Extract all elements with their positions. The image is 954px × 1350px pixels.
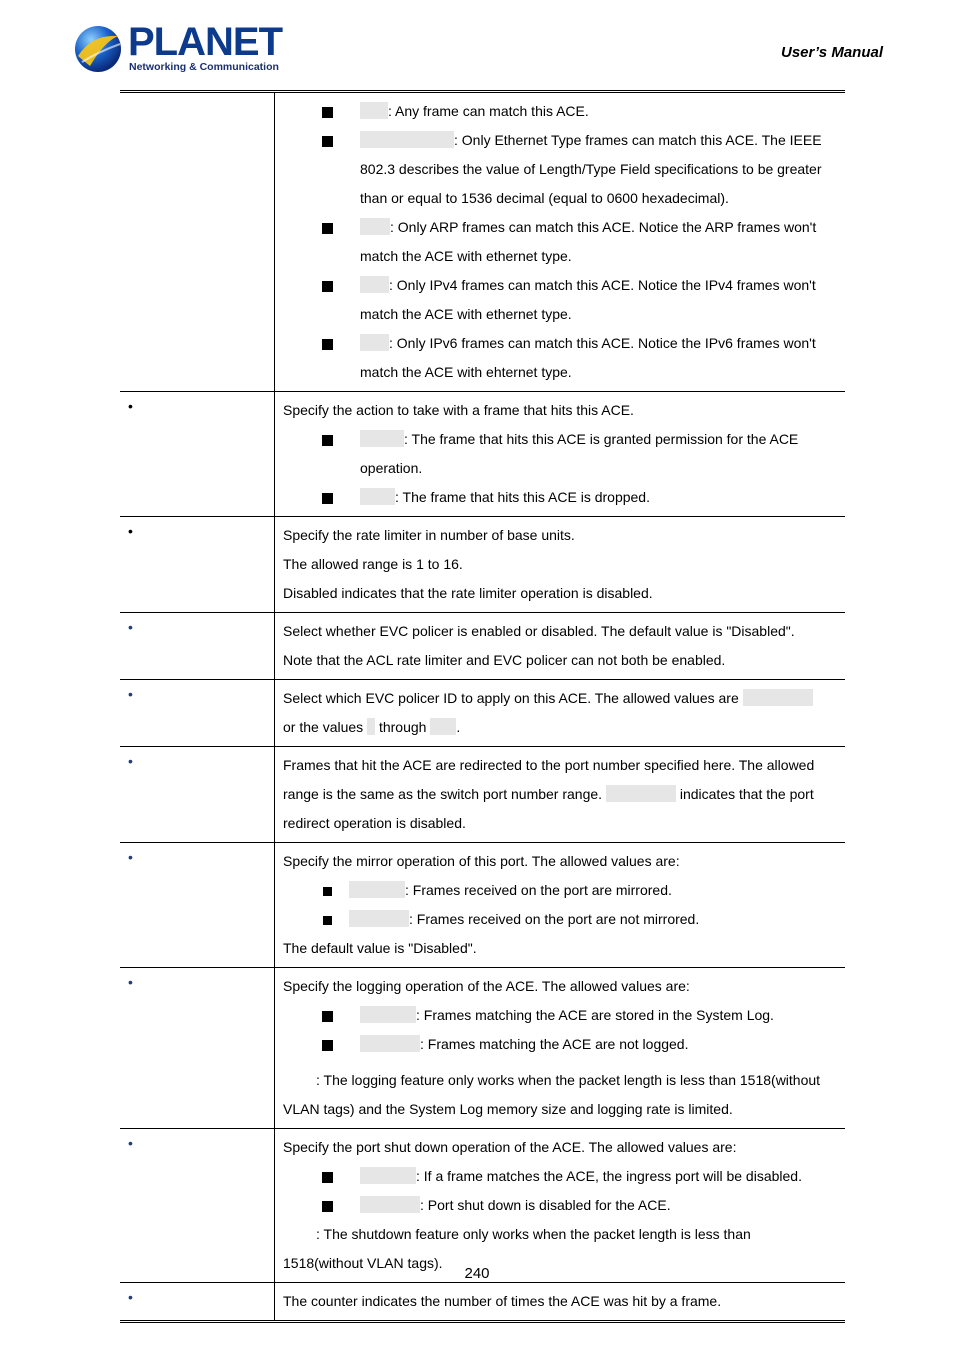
table-row bbox=[120, 517, 845, 613]
blank-value bbox=[360, 131, 454, 148]
list-item: : Port shut down is disabled for the ACE. bbox=[283, 1191, 837, 1220]
list-item: : Frames matching the ACE are stored in the System Log. bbox=[283, 1001, 837, 1030]
list-item: : The frame that hits this ACE is dropped. bbox=[283, 483, 837, 512]
bullet-icon: • bbox=[128, 619, 133, 635]
bullet-icon: • bbox=[128, 686, 133, 702]
blank-value bbox=[430, 718, 456, 735]
list-item: : Frames received on the port are not mirrored. bbox=[283, 905, 837, 934]
square-bullet-icon bbox=[322, 1201, 333, 1212]
description-cell: Specify the action to take with a frame that hits this ACE. : The frame that hits this ACE is granted permission for the ACE operation. : The frame that hits this ACE is dropped. bbox=[275, 392, 846, 517]
square-bullet-icon bbox=[323, 887, 332, 896]
square-bullet-icon bbox=[322, 136, 333, 147]
list-item: : Any frame can match this ACE. bbox=[283, 97, 837, 126]
planet-logo bbox=[72, 20, 282, 78]
description-cell: Specify the rate limiter in number of base units. The allowed range is 1 to 16. Disabled indicates that the rate limiter operation is disabled. bbox=[275, 517, 846, 613]
parameter-table bbox=[120, 90, 845, 1323]
list-item: : Only Ethernet Type frames can match this ACE. The IEEE bbox=[283, 126, 837, 155]
manual-label: User’s Manual bbox=[781, 44, 883, 61]
square-bullet-icon bbox=[323, 916, 332, 925]
brand-name: PLANET bbox=[128, 20, 282, 64]
description-cell: Select whether EVC policer is enabled or disabled. The default value is "Disabled". Note that the ACL rate limiter and EVC policer can not both be enabled. bbox=[275, 613, 846, 680]
blank-value bbox=[743, 689, 813, 706]
square-bullet-icon bbox=[322, 339, 333, 350]
table-row bbox=[120, 747, 845, 843]
list-item: : The frame that hits this ACE is granted permission for the ACE bbox=[283, 425, 837, 454]
blank-value bbox=[606, 785, 676, 802]
description-cell: Frames that hit the ACE are redirected to the port number specified here. The allowed range is the same as the switch port number range. indicates that the port redirect operation is disabled. bbox=[275, 747, 846, 843]
square-bullet-icon bbox=[322, 1172, 333, 1183]
square-bullet-icon bbox=[322, 1040, 333, 1051]
table-row bbox=[120, 1129, 845, 1283]
list-item: : Only ARP frames can match this ACE. Notice the ARP frames won't bbox=[283, 213, 837, 242]
parameter-name-cell bbox=[120, 613, 275, 680]
bullet-icon: • bbox=[128, 974, 133, 990]
blank-value bbox=[360, 1167, 416, 1184]
bullet-icon: • bbox=[128, 523, 133, 539]
description-cell: Specify the port shut down operation of the ACE. The allowed values are: : If a frame matches the ACE, the ingress port will be disabled. : Port shut down is disabled for the ACE. : The shutdown feature only works when the packet length is less than 1518(without VLAN tags). bbox=[275, 1129, 846, 1283]
table-row bbox=[120, 613, 845, 680]
description-cell: The counter indicates the number of times the ACE was hit by a frame. bbox=[275, 1283, 846, 1322]
blank-value bbox=[349, 910, 409, 927]
blank-value bbox=[360, 102, 388, 119]
table-row bbox=[120, 1283, 845, 1322]
parameter-name-cell bbox=[120, 747, 275, 843]
blank-value bbox=[360, 334, 389, 351]
blank-value bbox=[360, 1196, 420, 1213]
list-item: : If a frame matches the ACE, the ingress port will be disabled. bbox=[283, 1162, 837, 1191]
blank-value bbox=[360, 276, 389, 293]
table-row bbox=[120, 843, 845, 968]
list-item: : Frames received on the port are mirrored. bbox=[283, 876, 837, 905]
bullet-icon: • bbox=[128, 849, 133, 865]
description-cell: Select which EVC policer ID to apply on this ACE. The allowed values are or the values through . bbox=[275, 680, 846, 747]
square-bullet-icon bbox=[322, 493, 333, 504]
parameter-name-cell bbox=[120, 1283, 275, 1322]
square-bullet-icon bbox=[322, 435, 333, 446]
blank-value bbox=[360, 1035, 420, 1052]
bullet-icon: • bbox=[128, 1135, 133, 1151]
square-bullet-icon bbox=[322, 1011, 333, 1022]
blank-value bbox=[367, 718, 375, 735]
globe-icon bbox=[72, 22, 124, 74]
square-bullet-icon bbox=[322, 223, 333, 234]
blank-value bbox=[349, 881, 405, 898]
bullet-icon: • bbox=[128, 398, 133, 414]
description-cell: Specify the logging operation of the ACE. The allowed values are: : Frames matching the ACE are stored in the System Log. : Frames matching the ACE are not logged. : The logging feature only works when the packet length is less than 1518(without VLAN tags) and the System Log memory size and logging rate is limited. bbox=[275, 968, 846, 1129]
description-cell: : Any frame can match this ACE. : Only Ethernet Type frames can match this ACE. The IEEE 802.3 describes the value of Length/Type Field specifications to be greater than or equal to 1536 decimal (equal to 0600 hexadecimal). : Only ARP frames can match this ACE. Notice the ARP frames won't match the ACE with ethernet type. : Only IPv4 frames can match this ACE. Notice the IPv4 frames won't match the ACE with ethernet type. : Only IPv6 frames can match this ACE. Notice the IPv6 frames won't match the ACE with ehternet type. bbox=[275, 92, 846, 392]
blank-value bbox=[360, 1006, 416, 1023]
table-row bbox=[120, 680, 845, 747]
parameter-name-cell bbox=[120, 517, 275, 613]
parameter-name-cell bbox=[120, 92, 275, 392]
list-item: : Only IPv6 frames can match this ACE. Notice the IPv6 frames won't bbox=[283, 329, 837, 358]
parameter-name-cell bbox=[120, 680, 275, 747]
table-row bbox=[120, 392, 845, 517]
square-bullet-icon bbox=[322, 107, 333, 118]
list-item: : Only IPv4 frames can match this ACE. Notice the IPv4 frames won't bbox=[283, 271, 837, 300]
table-row bbox=[120, 92, 845, 392]
table-row bbox=[120, 968, 845, 1129]
blank-value bbox=[360, 218, 390, 235]
parameter-name-cell bbox=[120, 392, 275, 517]
list-item: : Frames matching the ACE are not logged. bbox=[283, 1030, 837, 1059]
page-number: 240 bbox=[464, 1265, 490, 1282]
parameter-name-cell bbox=[120, 968, 275, 1129]
bullet-icon: • bbox=[128, 1289, 133, 1305]
blank-value bbox=[360, 488, 395, 505]
brand-tagline: Networking & Communication bbox=[129, 61, 279, 73]
square-bullet-icon bbox=[322, 281, 333, 292]
blank-value bbox=[360, 430, 404, 447]
parameter-name-cell bbox=[120, 843, 275, 968]
bullet-icon: • bbox=[128, 753, 133, 769]
parameter-name-cell bbox=[120, 1129, 275, 1283]
description-cell: Specify the mirror operation of this port. The allowed values are: : Frames received on the port are mirrored. : Frames received on the port are not mirrored. The default value is "Disabled". bbox=[275, 843, 846, 968]
